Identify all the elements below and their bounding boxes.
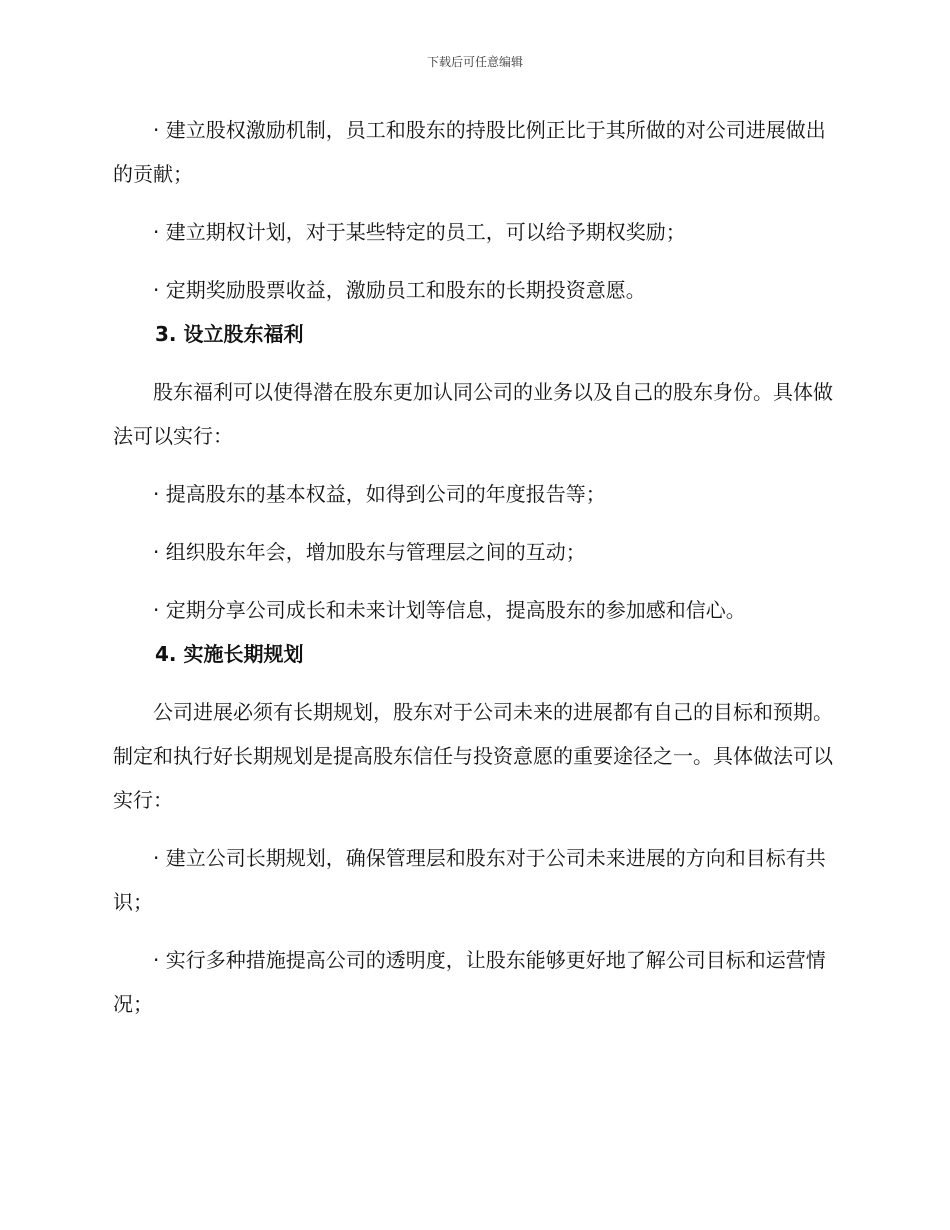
bullet-paragraph: · 实行多种措施提高公司的透明度，让股东能够更好地了解公司目标和运营情况；: [113, 948, 826, 1016]
bullet-paragraph: · 组织股东年会，增加股东与管理层之间的互动；: [153, 540, 586, 564]
section-heading: 3. 设立股东福利: [155, 322, 304, 346]
document-body: [113, 108, 833, 1026]
page-header: 下载后可任意编辑: [426, 55, 523, 69]
bullet-paragraph: · 建立股权激励机制，员工和股东的持股比例正比于其所做的对公司进展做出的贡献；: [113, 118, 826, 186]
bullet-paragraph: · 定期奖励股票收益，激励员工和股东的长期投资意愿。: [153, 278, 646, 302]
bullet-paragraph: · 定期分享公司成长和未来计划等信息，提高股东的参加感和信心。: [153, 598, 746, 622]
bullet-paragraph: · 建立期权计划，对于某些特定的员工，可以给予期权奖励；: [153, 220, 686, 244]
body-paragraph: 股东福利可以使得潜在股东更加认同公司的业务以及自己的股东身份。具体做法可以实行：: [113, 380, 833, 448]
bullet-paragraph: · 提高股东的基本权益，如得到公司的年度报告等；: [153, 482, 606, 506]
section-heading: 4. 实施长期规划: [155, 642, 304, 666]
body-paragraph: 公司进展必须有长期规划，股东对于公司未来的进展都有自己的目标和预期。制定和执行好长期规划是提高股东信任与投资意愿的重要途径之一。具体做法可以实行：: [113, 700, 833, 812]
bullet-paragraph: · 建立公司长期规划，确保管理层和股东对于公司未来进展的方向和目标有共识；: [113, 846, 826, 914]
